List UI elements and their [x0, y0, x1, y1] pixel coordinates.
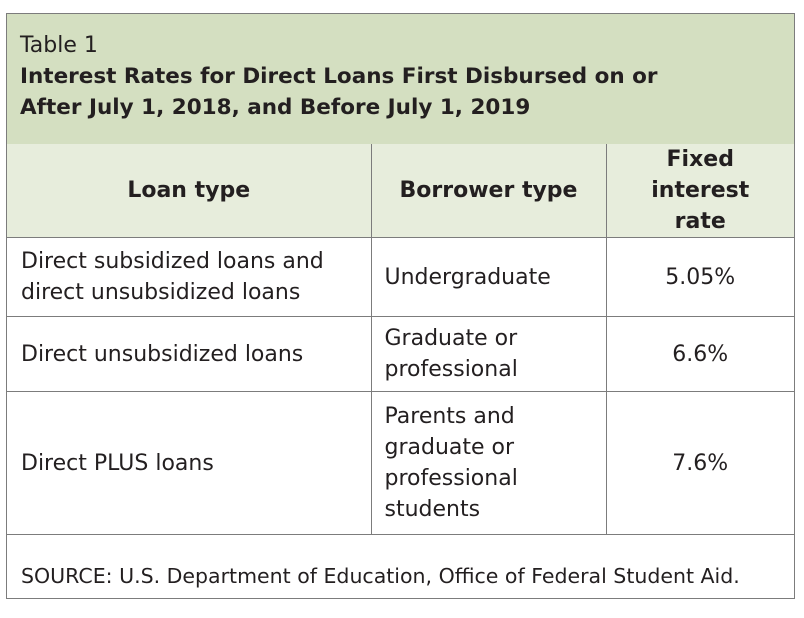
table-label: Table 1 [20, 33, 98, 58]
table-header-row [7, 144, 794, 238]
cell-loan-type: Direct PLUS loans [7, 392, 371, 535]
cell-rate: 5.05% [606, 238, 794, 317]
table-title-text: Interest Rates for Direct Loans First Disbursed on or After July 1, 2018, and Before July 1, 2019 [20, 64, 658, 120]
table-frame [6, 13, 795, 599]
cell-borrower-type [371, 317, 606, 392]
header-loan-type: Loan type [7, 144, 371, 238]
cell-borrower-type: Undergraduate [371, 238, 606, 317]
cell-borrower-type-text: Parents and graduate or professional students [384, 404, 518, 522]
header-borrower-type: Borrower type [371, 144, 606, 238]
cell-borrower-type [371, 392, 606, 535]
cell-rate: 6.6% [606, 317, 794, 392]
table-row [7, 238, 794, 317]
cell-borrower-type-text: Graduate or professional [384, 326, 518, 382]
table-source: SOURCE: U.S. Department of Education, Office of Federal Student Aid. [7, 535, 794, 618]
header-fixed-interest-rate-text: Fixed interest rate [651, 147, 750, 234]
header-fixed-interest-rate [606, 144, 794, 238]
interest-rate-table [7, 144, 794, 618]
cell-rate: 7.6% [606, 392, 794, 535]
cell-loan-type [7, 238, 371, 317]
table-source-row [7, 535, 794, 618]
table-row [7, 317, 794, 392]
table-title-box [7, 14, 794, 145]
cell-loan-type: Direct unsubsidized loans [7, 317, 371, 392]
table-row [7, 392, 794, 535]
cell-loan-type-text: Direct subsidized loans and direct unsubsidized loans [21, 249, 324, 305]
table-title [20, 61, 720, 123]
